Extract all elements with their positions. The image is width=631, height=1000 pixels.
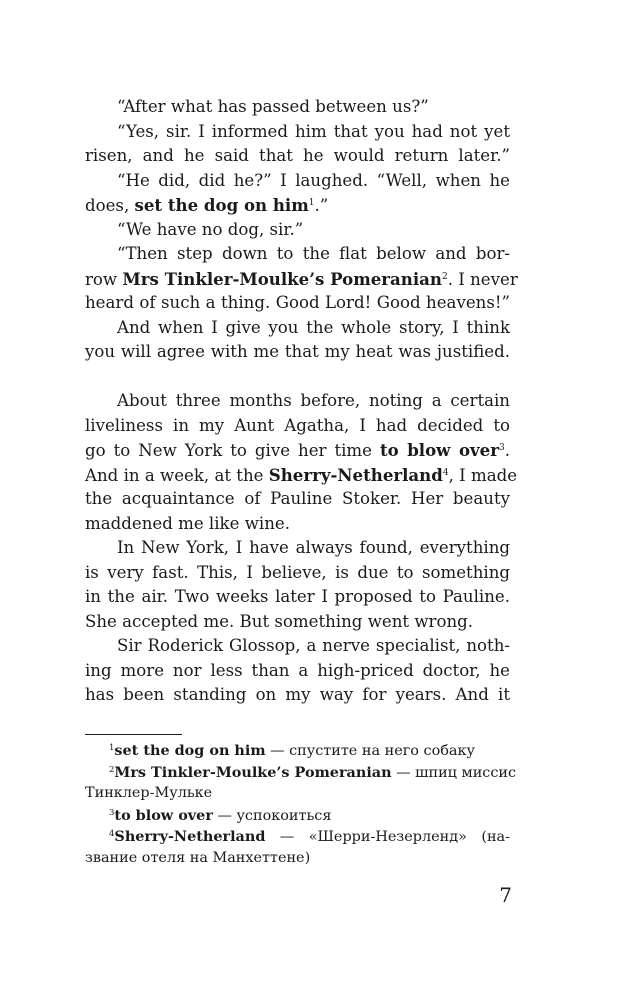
paragraph-line: risen, and he said that he would return later.” bbox=[85, 146, 510, 165]
glossary-term: Mrs Tinkler-Moulke’s Pomeranian bbox=[122, 268, 442, 289]
footnote: $^3$to blow over — успокоиться bbox=[109, 806, 332, 824]
footnote-continuation: звание отеля на Манхеттене) bbox=[85, 849, 311, 866]
paragraph-line: “After what has passed between us?” bbox=[117, 97, 429, 116]
paragraph-line: heard of such a thing. Good Lord! Good heavens!” bbox=[85, 293, 510, 312]
paragraph-line: About three months before, noting a certain bbox=[117, 391, 510, 410]
paragraph-line: She accepted me. But something went wrong. bbox=[85, 611, 474, 631]
paragraph-line: the acquaintance of Pauline Stoker. Her beauty bbox=[85, 489, 510, 508]
paragraph-line: maddened me like wine. bbox=[85, 513, 290, 533]
footnote-ref: 2 bbox=[442, 271, 448, 282]
paragraph-line: liveliness in my Aunt Agatha, I had decided to bbox=[85, 415, 510, 435]
paragraph-line: is very fast. This, I believe, is due to something bbox=[85, 562, 510, 582]
footnote: $^1$set the dog on him — спустите на него собаку bbox=[109, 742, 475, 759]
paragraph-line: does, set the dog on him$^1$.” bbox=[85, 195, 329, 215]
footnote-continuation: Тинклер-Мульке bbox=[85, 785, 213, 801]
page-number: 7 bbox=[499, 883, 512, 907]
footnote-ref: 4 bbox=[442, 467, 449, 478]
paragraph-line: in the air. Two weeks later I proposed to Pauline. bbox=[85, 587, 510, 606]
glossary-term: set the dog on him bbox=[134, 195, 309, 215]
paragraph-line: Sir Roderick Glossop, a nerve specialist, noth- bbox=[117, 636, 510, 655]
paragraph-line: “Yes, sir. I informed him that you had not yet bbox=[117, 121, 510, 141]
footnote: $^4$Sherry-Netherland — «Шерри-Незерленд» (на- bbox=[109, 828, 510, 845]
paragraph-line: “We have no dog, sir.” bbox=[117, 219, 304, 239]
footnote-ref: 3 bbox=[498, 443, 505, 453]
paragraph-line: And in a week, at the Sherry-Netherland$^4$, I made bbox=[85, 464, 518, 485]
paragraph-line: row Mrs Tinkler-Moulke’s Pomeranian$^2$. I never bbox=[85, 268, 518, 289]
paragraph-line: you will agree with me that my heat was justified. bbox=[85, 342, 510, 361]
section-break bbox=[85, 365, 510, 390]
paragraph-line: “Then step down to the flat below and bor- bbox=[117, 244, 510, 263]
paragraph-line: ing more nor less than a high-priced doctor, he bbox=[85, 660, 510, 680]
paragraph-line: “He did, did he?” I laughed. “Well, when he bbox=[117, 170, 510, 190]
glossary-term: to blow over bbox=[379, 440, 499, 460]
footnote-divider bbox=[85, 734, 182, 735]
paragraph-line: And when I give you the whole story, I think bbox=[117, 317, 510, 337]
footnotes bbox=[85, 740, 517, 869]
paragraph-line: go to New York to give her time to blow over$^3$. bbox=[85, 440, 510, 460]
footnote: $^2$Mrs Tinkler-Moulke’s Pomeranian — шпиц миссис bbox=[109, 763, 517, 781]
paragraph-line: has been standing on my way for years. And it bbox=[85, 685, 510, 704]
main-text bbox=[85, 95, 518, 708]
glossary-term: Sherry-Netherland bbox=[268, 464, 443, 485]
paragraph-line: In New York, I have always found, everything bbox=[117, 538, 510, 557]
footnote-ref: 1 bbox=[308, 198, 315, 208]
